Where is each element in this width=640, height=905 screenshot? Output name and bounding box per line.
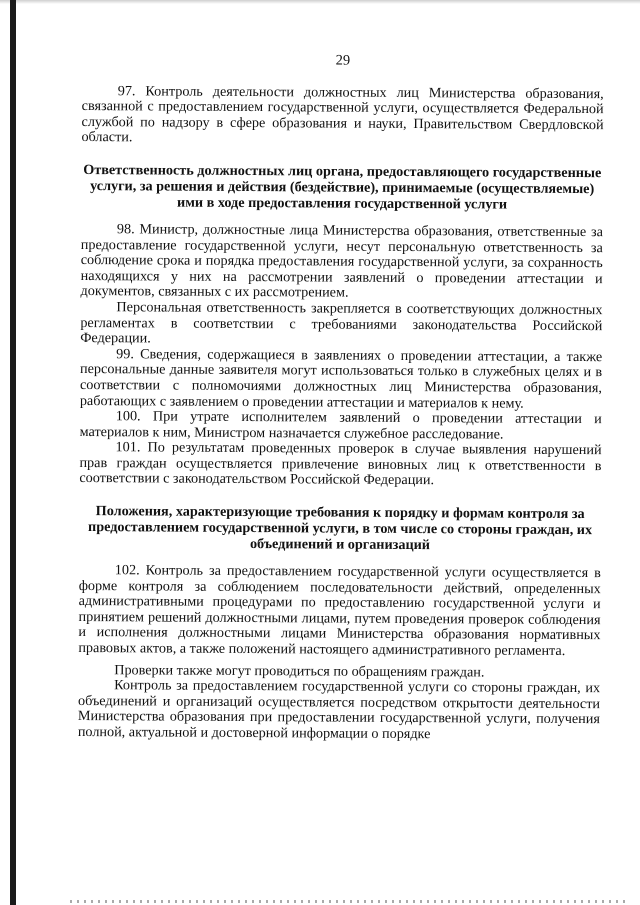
scan-binding-edge	[10, 0, 16, 905]
page-number: 29	[335, 52, 351, 69]
section-heading-control-requirements: Положения, характеризующие требования к порядку и формам контроля за предоставлением государственной услуги, в том числе со стороны граждан, их объединений и организаций	[88, 503, 593, 554]
paragraph-98: 98. Министр, должностные лица Министерства образования, ответственные за предоставление государственной услуги, несут персональную ответственность за соблюдение срока и порядка предоставления государственной услуги, за сохранность находящихся у них на рассмотрении заявлений о проведении аттестации и документов, связанных с их рассмотрением.	[80, 221, 603, 301]
document-page	[78, 52, 604, 744]
paragraph-citizen-control: Контроль за предоставлением государственной услуги со стороны граждан, их объединений и организаций осуществляется посредством открытости деятельности Министерства образования при предоставлении государственной услуги, получения полной, актуальной и достоверной информации о порядке	[77, 677, 601, 743]
paragraph-100: 100. При утрате исполнителем заявлений о проведении аттестации и материалов к ним, Министром назначается служебное расследование.	[79, 408, 602, 443]
paragraph-97: 97. Контроль деятельности должностных лиц Министерства образования, связанной с предоставлением государственной услуги, осуществляется Федеральной службой по надзору в сфере образования и науки, Правительством Свердловской области.	[81, 82, 604, 146]
scan-edge-top	[0, 0, 640, 4]
paragraph-102: 102. Контроль за предоставлением государственной услуги осуществляется в форме контроля за соблюдением последовательности действий, определенных административными процедурами по предоставлению государственной услуги и принятием решений должностными лицами, путем проведения проверок соблюдения и исполнения должностными лицами Министерства образования нормативных правовых актов, а также положений настоящего административного регламента.	[78, 562, 601, 659]
scan-bottom-noise	[70, 900, 630, 903]
section-heading-responsibility: Ответственность должностных лиц органа, предоставляющего государственные услуги, за решения и действия (бездействие), принимаемые (осуществляемые) ими в ходе предоставления государственной услуги	[83, 161, 602, 213]
paragraph-101: 101. По результатам проведенных проверок в случае выявления нарушений прав граждан осуществляется привлечение виновных лиц к ответственности в соответствии с законодательством Российской Федерации.	[79, 439, 602, 489]
paragraph-personal-responsibility: Персональная ответственность закрепляется в соответствующих должностных регламентах в соответствии с требованиями законодательства Российской Федерации.	[80, 299, 603, 347]
paragraph-99: 99. Сведения, содержащиеся в заявлениях о проведении аттестации, а также персональные данные заявителя могут использоваться только в служебных целях и в соответствии с полномочиями должностных лиц Министерства образования, работающих с заявлением о проведении аттестации и материалов к нему.	[79, 345, 603, 412]
paragraph-inspections: Проверки также могут проводиться по обращениям граждан.	[114, 661, 485, 681]
